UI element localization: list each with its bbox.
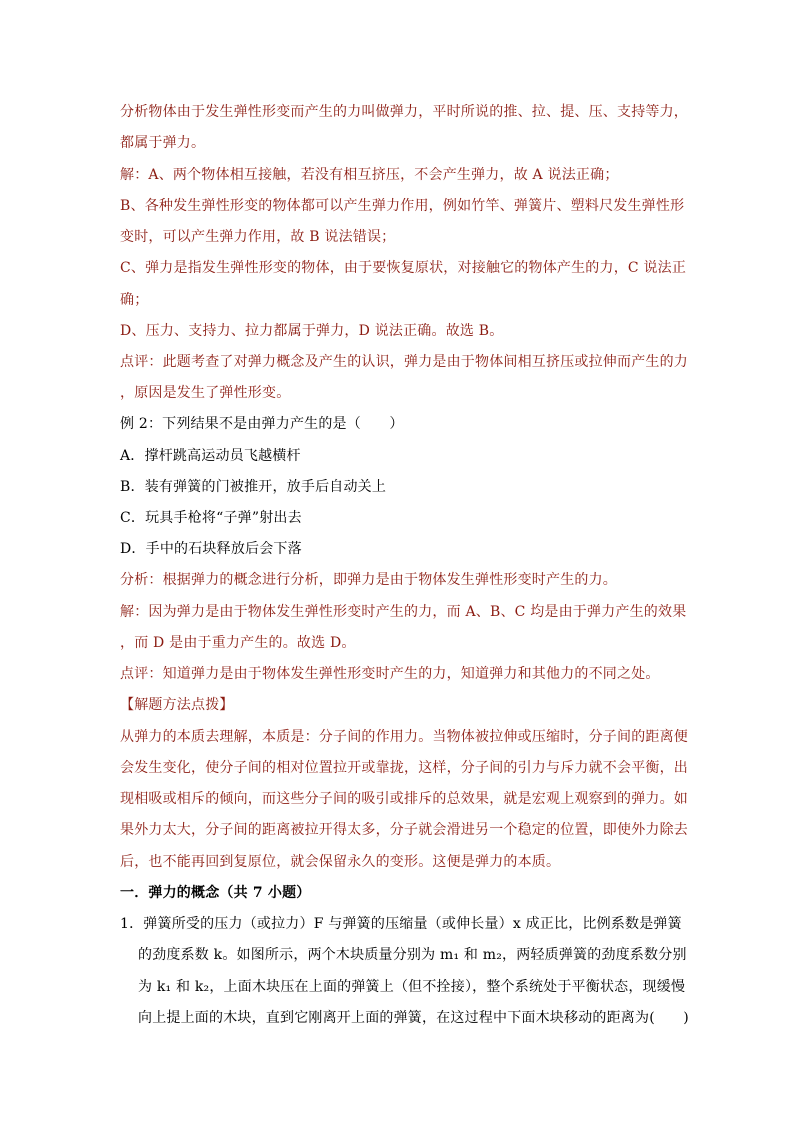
solution-b-line-1: B、各种发生弹性形变的物体都可以产生弹力作用，例如竹竿、弹簧片、塑料尺发生弹性形 — [120, 198, 685, 214]
example-2-comment: 点评：知道弹力是由于物体发生弹性形变时产生的力，知道弹力和其他力的不同之处。 — [120, 666, 660, 682]
method-line-2: 会发生变化，使分子间的相对位置拉开或靠拢，这样，分子间的引力与斥力就不会平衡，出 — [120, 760, 688, 776]
analysis-line-2: 都属于弹力。 — [120, 135, 206, 151]
solution-d: D、压力、支持力、拉力都属于弹力，D 说法正确。故选 B。 — [120, 323, 504, 339]
question-1-line-4: 向上提上面的木块，直到它刚离开上面的弹簧，在这过程中下面木块移动的距离为( ) — [138, 1010, 689, 1026]
method-heading: 【解题方法点拨】 — [120, 697, 234, 713]
example-2-option-d: D．手中的石块释放后会下落 — [120, 541, 302, 557]
solution-b-line-2: 变时，可以产生弹力作用，故 B 说法错误； — [120, 229, 396, 245]
method-line-1: 从弹力的本质去理解，本质是：分子间的作用力。当物体被拉伸或压缩时，分子间的距离便 — [120, 729, 688, 745]
method-line-5: 后，也不能再回到复原位，就会保留永久的变形。这便是弹力的本质。 — [120, 854, 561, 870]
question-1-line-3: 为 k₁ 和 k₂，上面木块压在上面的弹簧上（但不拴接），整个系统处于平衡状态，现缓慢 — [138, 979, 686, 995]
comment-line-2: ，原因是发生了弹性形变。 — [120, 385, 291, 401]
solution-a: 解：A、两个物体相互接触，若没有相互挤压，不会产生弹力，故 A 说法正确； — [120, 167, 619, 183]
solution-c-line-2: 确； — [120, 292, 149, 308]
example-2-option-a: A．撑杆跳高运动员飞越横杆 — [120, 448, 301, 464]
section-title: 一．弹力的概念（共 7 小题） — [120, 885, 311, 901]
comment-line-1: 点评：此题考查了对弹力概念及产生的认识，弹力是由于物体间相互挤压或拉伸而产生的力 — [120, 354, 688, 370]
solution-c-line-1: C、弹力是指发生弹性形变的物体，由于要恢复原状，对接触它的物体产生的力，C 说法正 — [120, 260, 687, 276]
example-2-question: 例 2：下列结果不是由弹力产生的是（ ） — [120, 416, 404, 432]
method-line-3: 现相吸或相斥的倾向，而这些分子间的吸引或排斥的总效果，就是宏观上观察到的弹力。如 — [120, 791, 688, 807]
question-1-line-1: 1．弹簧所受的压力（或拉力）F 与弹簧的压缩量（或伸长量）x 成正比，比例系数是弹簧 — [120, 916, 682, 932]
question-1-line-2: 的劲度系数 k。如图所示，两个木块质量分别为 m₁ 和 m₂，两轻质弹簧的劲度系数分别 — [138, 947, 687, 963]
example-2-analysis: 分析：根据弹力的概念进行分析，即弹力是由于物体发生弹性形变时产生的力。 — [120, 572, 617, 588]
example-2-option-c: C．玩具手枪将“子弹”射出去 — [120, 510, 302, 526]
example-2-solution-line-2: ，而 D 是由于重力产生的。故选 D。 — [120, 635, 356, 651]
analysis-line-1: 分析物体由于发生弹性形变而产生的力叫做弹力，平时所说的推、拉、提、压、支持等力， — [120, 104, 688, 120]
example-2-solution-line-1: 解：因为弹力是由于物体发生弹性形变时产生的力，而 A、B、C 均是由于弹力产生的效果 — [120, 604, 687, 620]
example-2-option-b: B．装有弹簧的门被推开，放手后自动关上 — [120, 479, 387, 495]
method-line-4: 果外力太大，分子间的距离被拉开得太多，分子就会滑进另一个稳定的位置，即使外力除去 — [120, 822, 688, 838]
